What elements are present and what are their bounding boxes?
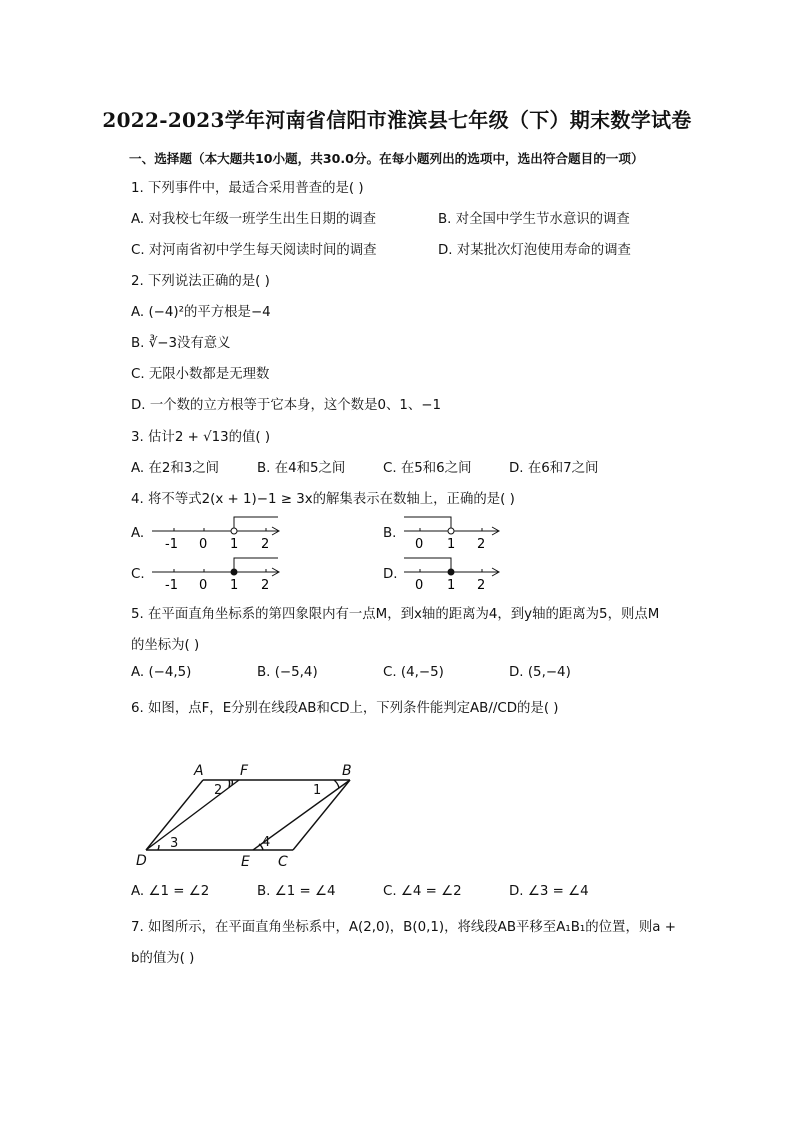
q2-stem: 2. 下列说法正确的是( ) [131, 274, 270, 289]
tick-label: -1 [165, 578, 178, 593]
section-heading: 一、选择题（本大题共10小题，共30.0分。在每小题列出的选项中，选出符合题目的一项） [129, 151, 644, 166]
q2-option-c: C. 无限小数都是无理数 [131, 367, 270, 382]
q3-stem: 3. 估计2 + √13的值( ) [131, 430, 271, 445]
q4-option-c-label: C. [131, 567, 145, 582]
tick-label: 2 [477, 537, 486, 552]
q7-stem-line1: 7. 如图所示，在平面直角坐标系中，A(2,0)，B(0,1)，将线段AB平移至A₁B₁的位置，则a + [131, 920, 676, 935]
tick-label: 0 [199, 537, 208, 552]
tick-label: 1 [447, 537, 456, 552]
q2-option-b: B. ∛−3没有意义 [131, 336, 231, 351]
tick-label: 0 [415, 578, 424, 593]
q5-option-c: C. (4,−5) [383, 665, 444, 680]
q5-option-b: B. (−5,4) [257, 665, 318, 680]
q4-option-a-label: A. [131, 526, 145, 541]
q5-stem-line2: 的坐标为( ) [131, 638, 200, 653]
angle-label-3: 3 [170, 836, 179, 851]
tick-label: 2 [261, 537, 270, 552]
q2-option-a: A. (−4)²的平方根是−4 [131, 305, 271, 320]
q5-stem-line1: 5. 在平面直角坐标系的第四象限内有一点M，到x轴的距离为4，到y轴的距离为5，则点M [131, 607, 660, 622]
angle-label-1: 1 [313, 783, 322, 798]
tick-label: 1 [230, 578, 239, 593]
tick-label: 0 [199, 578, 208, 593]
q6-option-a: A. ∠1 = ∠2 [131, 884, 210, 899]
q3-option-d: D. 在6和7之间 [509, 461, 599, 476]
tick-label: 2 [261, 578, 270, 593]
q1-option-a: A. 对我校七年级一班学生出生日期的调查 [131, 212, 377, 227]
point-label-b: B [342, 763, 352, 779]
tick-label: 1 [447, 578, 456, 593]
q4-number-line-b [400, 512, 510, 552]
q6-stem: 6. 如图，点F，E分别在线段AB和CD上，下列条件能判定AB//CD的是( ) [131, 701, 559, 716]
tick-label: 0 [415, 537, 424, 552]
point-label-f: F [240, 763, 249, 779]
q6-option-b: B. ∠1 = ∠4 [257, 884, 336, 899]
angle-label-4: 4 [262, 835, 271, 850]
tick-label: -1 [165, 537, 178, 552]
q4-number-line-d [400, 553, 510, 593]
q6-option-c: C. ∠4 = ∠2 [383, 884, 462, 899]
q1-option-d: D. 对某批次灯泡使用寿命的调查 [438, 243, 631, 258]
q3-option-a: A. 在2和3之间 [131, 461, 220, 476]
point-label-a: A [194, 763, 204, 779]
tick-label: 2 [477, 578, 486, 593]
point-label-e: E [241, 854, 250, 870]
q1-option-b: B. 对全国中学生节水意识的调查 [438, 212, 630, 227]
q7-stem-line2: b的值为( ) [131, 951, 195, 966]
tick-label: 1 [230, 537, 239, 552]
q3-option-c: C. 在5和6之间 [383, 461, 472, 476]
q6-figure [128, 756, 368, 874]
q4-option-b-label: B. [383, 526, 397, 541]
q5-option-a: A. (−4,5) [131, 665, 192, 680]
q4-number-line-a [148, 512, 288, 552]
q1-option-c: C. 对河南省初中学生每天阅读时间的调查 [131, 243, 377, 258]
point-label-d: D [136, 853, 147, 869]
q3-option-b: B. 在4和5之间 [257, 461, 346, 476]
q2-option-d: D. 一个数的立方根等于它本身，这个数是0、1、−1 [131, 398, 442, 413]
page-title: 2022-2023学年河南省信阳市淮滨县七年级（下）期末数学试卷 [102, 108, 692, 132]
q6-option-d: D. ∠3 = ∠4 [509, 884, 589, 899]
q4-stem: 4. 将不等式2(x + 1)−1 ≥ 3x的解集表示在数轴上，正确的是( ) [131, 492, 515, 507]
q4-number-line-c [148, 553, 288, 593]
q5-option-d: D. (5,−4) [509, 665, 571, 680]
angle-label-2: 2 [214, 783, 223, 798]
q4-option-d-label: D. [383, 567, 398, 582]
q1-stem: 1. 下列事件中，最适合采用普查的是( ) [131, 181, 364, 196]
point-label-c: C [278, 854, 288, 870]
